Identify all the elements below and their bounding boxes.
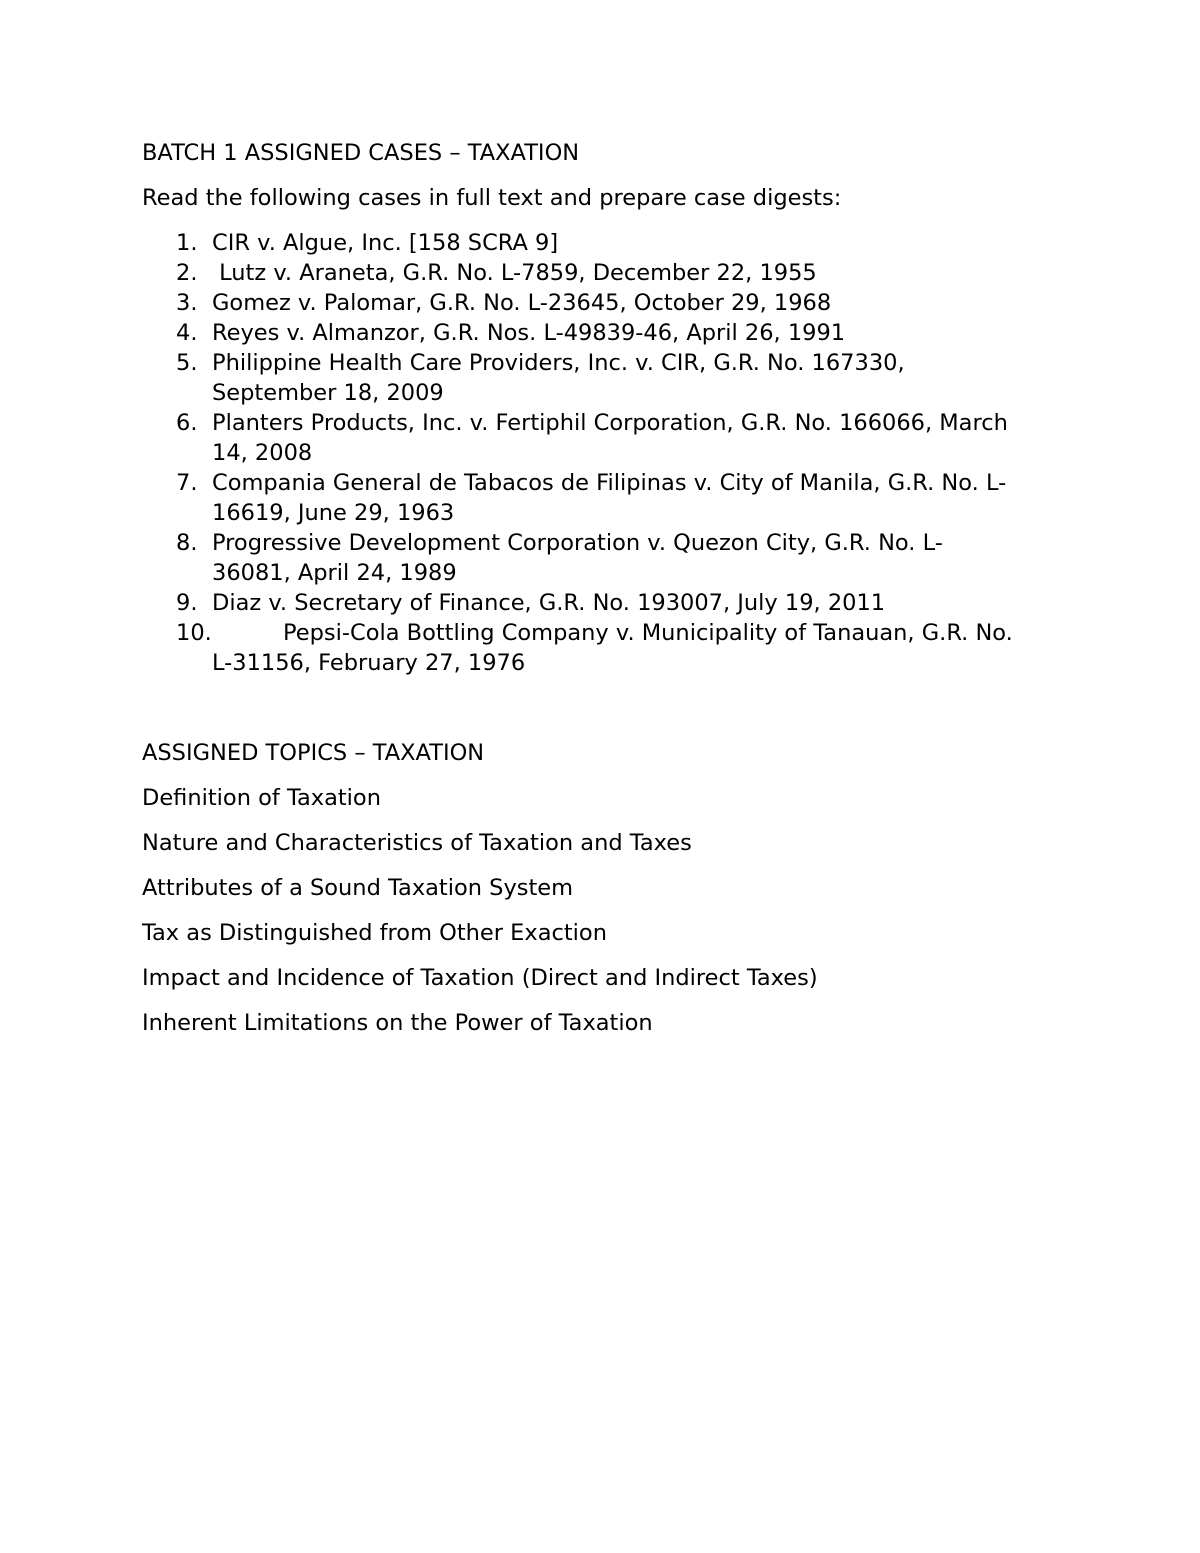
cases-list (142, 228, 1072, 678)
topic-item: Inherent Limitations on the Power of Taxation (142, 1010, 653, 1036)
document-body (142, 138, 1072, 1053)
case-item (142, 408, 1072, 468)
topic-item: Impact and Incidence of Taxation (Direct and Indirect Taxes) (142, 965, 818, 991)
case-number: 3. (176, 290, 198, 316)
case-number: 9. (176, 590, 198, 616)
case-text-line-2: September 18, 2009 (212, 380, 444, 406)
case-text: Reyes v. Almanzor, G.R. Nos. L-49839-46, April 26, 1991 (212, 320, 846, 346)
case-text-line-1: Pepsi-Cola Bottling Company v. Municipality of Tanauan, G.R. No. (283, 620, 1013, 646)
case-text: Gomez v. Palomar, G.R. No. L-23645, October 29, 1968 (212, 290, 832, 316)
case-text-line-2: L-31156, February 27, 1976 (212, 650, 526, 676)
case-item (142, 258, 1072, 288)
case-text-line-1: Planters Products, Inc. v. Fertiphil Corporation, G.R. No. 166066, March (212, 410, 1008, 436)
topics-heading: ASSIGNED TOPICS – TAXATION (142, 740, 485, 766)
case-text-line-2: 14, 2008 (212, 440, 313, 466)
case-item (142, 528, 1072, 588)
case-text: CIR v. Algue, Inc. [158 SCRA 9] (212, 230, 559, 256)
case-item (142, 588, 1072, 618)
case-number: 4. (176, 320, 198, 346)
case-number: 6. (176, 410, 198, 436)
case-item (142, 348, 1072, 408)
case-item (142, 468, 1072, 528)
case-text-line-1: Compania General de Tabacos de Filipinas v. City of Manila, G.R. No. L- (212, 470, 1007, 496)
case-number: 5. (176, 350, 198, 376)
topic-item: Attributes of a Sound Taxation System (142, 875, 574, 901)
cases-heading: BATCH 1 ASSIGNED CASES – TAXATION (142, 140, 580, 166)
section-spacer (142, 678, 1072, 738)
case-item (142, 228, 1072, 258)
case-text: Diaz v. Secretary of Finance, G.R. No. 193007, July 19, 2011 (212, 590, 886, 616)
case-text-line-1: Philippine Health Care Providers, Inc. v. CIR, G.R. No. 167330, (212, 350, 905, 376)
case-text-line-2: 16619, June 29, 1963 (212, 500, 455, 526)
case-item (142, 288, 1072, 318)
case-item (142, 318, 1072, 348)
topic-item: Tax as Distinguished from Other Exaction (142, 920, 607, 946)
case-text: Lutz v. Araneta, G.R. No. L-7859, December 22, 1955 (212, 260, 817, 286)
topic-item: Nature and Characteristics of Taxation and Taxes (142, 830, 692, 856)
case-number: 8. (176, 530, 198, 556)
case-number: 1. (176, 230, 198, 256)
topic-item: Definition of Taxation (142, 785, 381, 811)
case-item (142, 618, 1072, 678)
case-number: 10. (176, 620, 212, 646)
case-number: 7. (176, 470, 198, 496)
instructions-text: Read the following cases in full text and prepare case digests: (142, 185, 842, 211)
case-text-line-2: 36081, April 24, 1989 (212, 560, 457, 586)
case-number: 2. (176, 260, 198, 286)
case-text-line-1: Progressive Development Corporation v. Quezon City, G.R. No. L- (212, 530, 943, 556)
